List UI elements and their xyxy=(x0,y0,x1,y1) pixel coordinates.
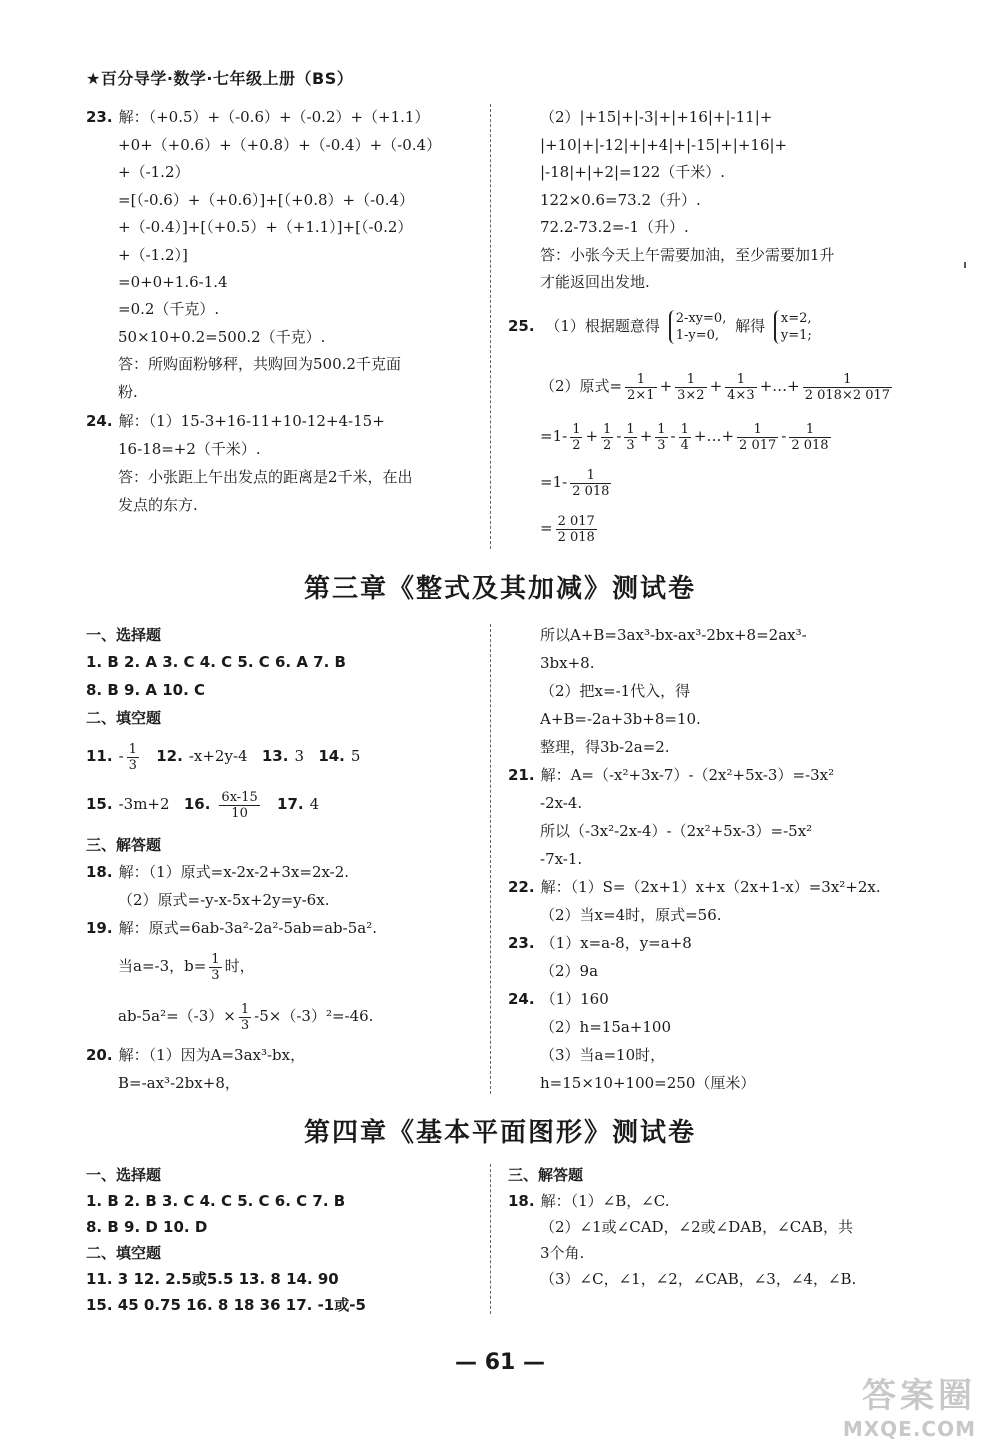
q24-part2-line-4: 122×0.6=73.2（升）. xyxy=(540,191,701,209)
q21-line-3: 所以（-3x²-2x-4）-（2x²+5x-3）=-5x² xyxy=(540,822,813,840)
q25-intro: （1）根据题意得 xyxy=(545,317,660,335)
q12-number: 12. xyxy=(156,747,183,765)
ch4-section-fill: 二、填空题 xyxy=(86,1244,162,1262)
q19-when: 当a=-3，b= xyxy=(118,957,207,975)
ch4-q18-text: 解：（1）∠B，∠C. xyxy=(540,1192,670,1210)
q24b-line-4: h=15×10+100=250（厘米） xyxy=(540,1074,756,1092)
solution-system xyxy=(774,310,812,344)
ch4-section-choice: 一、选择题 xyxy=(86,1166,162,1184)
q23-line-1 xyxy=(86,106,429,128)
q20-cont-4: A+B=-2a+3b+8=10. xyxy=(540,710,701,728)
q19-line-2 xyxy=(118,946,255,986)
q25-line-5 xyxy=(540,508,600,548)
watermark-logo: 答案圈 xyxy=(862,1376,976,1416)
q24-part2-line-7: 才能返回出发地. xyxy=(540,273,650,291)
ch4-q18-line-1 xyxy=(508,1190,670,1212)
q24-part2-line-5: 72.2-73.2=-1（升）. xyxy=(540,218,689,236)
q23b-number: 23. xyxy=(508,934,535,952)
page-header: ★百分导学·数学·七年级上册（BS） xyxy=(86,69,354,88)
q24-number: 24. xyxy=(86,412,113,430)
q23-line-11: 粉. xyxy=(118,383,138,401)
fraction: $\frac{1}{2}$ xyxy=(572,421,581,453)
ch3-section-choice: 一、选择题 xyxy=(86,626,162,644)
ch3-choice-answers-2: 8. B 9. A 10. C xyxy=(86,681,206,699)
q24-part2-line-2: |+10|+|-12|+|+4|+|-15|+|+16|+ xyxy=(540,136,788,154)
ch4-fill-answers-1: 11. 3 12. 2.5或5.5 13. 8 14. 90 xyxy=(86,1270,339,1288)
q24-line-1 xyxy=(86,410,385,432)
q12-answer: -x+2y-4 xyxy=(188,747,248,765)
q19-calc-start: ab-5a²=（-3）× xyxy=(118,1007,236,1025)
margin-mark xyxy=(964,262,966,268)
q19-line-3 xyxy=(118,996,373,1036)
fraction: $\frac{1}{2 018}$ xyxy=(572,467,610,499)
ch3-divider xyxy=(490,624,491,1094)
q24-line-3: 答：小张距上午出发点的距离是2千米，在出 xyxy=(118,468,413,486)
q25-line-2: （2）原式= $\frac{1}{2\times 1}$ + $\frac{1}{3\times 2}$ + $\frac{1}{4\times 3}$ +…+ $\frac{1}{2 018\times 2 017}$ xyxy=(540,371,891,403)
fraction: $\frac{1}{2}$ xyxy=(603,421,612,453)
fraction: $\frac{1}{4\times 3}$ xyxy=(727,371,755,403)
q23b-line-2: （2）9a xyxy=(540,962,599,980)
fraction: $\frac{1}{3}$ xyxy=(657,421,666,453)
q23b-text: （1）x=a-8，y=a+8 xyxy=(540,934,692,952)
page-number: — 61 — xyxy=(455,1350,545,1375)
q20-number: 20. xyxy=(86,1046,113,1064)
q24-part2-line-1: （2）|+15|+|-3|+|+16|+|-11|+ xyxy=(540,108,773,126)
q20-cont-2: 3bx+8. xyxy=(540,654,595,672)
result-final: = xyxy=(540,519,553,537)
ch3-fill-row-2 xyxy=(86,784,319,824)
q11-number: 11. xyxy=(86,747,113,765)
eq-2: 1-y=0, xyxy=(675,328,719,343)
sol-2: y=1; xyxy=(780,328,812,343)
q11-sign: - xyxy=(118,747,124,765)
eq-1: 2-xy=0, xyxy=(675,311,727,326)
q19-line-1 xyxy=(86,917,377,939)
fraction: $\frac{2 017}{2 018}$ xyxy=(557,513,595,545)
q18-line-2: （2）原式=-y-x-5x+2y=y-6x. xyxy=(118,891,330,909)
fraction: $\frac{1}{3\times 2}$ xyxy=(677,371,705,403)
q22-number: 22. xyxy=(508,878,535,896)
q18-text: 解：（1）原式=x-2x-2+3x=2x-2. xyxy=(118,863,350,881)
fraction: $\frac{1}{3}$ xyxy=(211,951,220,983)
q17-answer: 4 xyxy=(309,795,320,813)
q22-line-2: （2）当x=4时，原式=56. xyxy=(540,906,722,924)
solve-label: 解得 xyxy=(735,317,766,335)
q24-part2-line-3: |-18|+|+2|=122（千米）. xyxy=(540,163,726,181)
q21-line-2: -2x-4. xyxy=(540,794,583,812)
q24b-line-3: （3）当a=10时， xyxy=(540,1046,666,1064)
q23-line-6: +（-1.2）] xyxy=(118,246,188,264)
top-divider xyxy=(490,104,491,549)
chapter-3-title: 第三章《整式及其加减》测试卷 xyxy=(303,574,696,604)
fraction: $\frac{1}{2 018}$ xyxy=(791,421,829,453)
q24-line-4: 发点的东方. xyxy=(118,496,198,514)
ch4-fill-answers-2: 15. 45 0.75 16. 8 18 36 17. -1或-5 xyxy=(86,1296,366,1314)
fraction: $\frac{1}{2 018\times 2 017}$ xyxy=(804,371,891,403)
result-step: =1- xyxy=(540,473,568,491)
q20-cont-3: （2）把x=-1代入，得 xyxy=(540,682,691,700)
q24b-line-1 xyxy=(508,988,609,1010)
q25-number: 25. xyxy=(508,317,535,335)
q24b-number: 24. xyxy=(508,990,535,1008)
q21-line-1 xyxy=(508,764,834,786)
part2-label: （2）原式= xyxy=(540,377,623,395)
q24-part2-line-6: 答：小张今天上午需要加油，至少需要加1升 xyxy=(540,246,835,264)
q20-text: 解：（1）因为A=3ax³-bx， xyxy=(118,1046,306,1064)
q14-answer: 5 xyxy=(350,747,361,765)
ch3-fill-row-1 xyxy=(86,736,360,776)
q24-text: 解：（1）15-3+16-11+10-12+4-15+ xyxy=(118,412,385,430)
ellipsis: +…+ xyxy=(693,427,735,445)
ch4-q18-line-3: 3个角. xyxy=(540,1244,585,1262)
q23-line-3: +（-1.2） xyxy=(118,163,190,181)
q18-number: 18. xyxy=(86,863,113,881)
q23b-line-1 xyxy=(508,932,692,954)
q21-line-4: -7x-1. xyxy=(540,850,583,868)
fraction: $\frac{1}{4}$ xyxy=(680,421,689,453)
q24b-text: （1）160 xyxy=(540,990,609,1008)
equation-system xyxy=(669,310,727,344)
ch3-choice-answers-1: 1. B 2. A 3. C 4. C 5. C 6. A 7. B xyxy=(86,653,346,671)
q22-line-1 xyxy=(508,876,881,898)
q23-line-4: =[（-0.6）+（+0.6）]+[（+0.8）+（-0.4） xyxy=(118,191,415,209)
q25-line-4 xyxy=(540,462,614,502)
q22-text: 解：（1）S=（2x+1）x+x（2x+1-x）=3x²+2x. xyxy=(540,878,881,896)
q23-line-10: 答：所购面粉够秤，共购回为500.2千克面 xyxy=(118,355,401,373)
q20-cont-1: 所以A+B=3ax³-bx-ax³-2bx+8=2ax³- xyxy=(540,626,807,644)
ch4-section-solve: 三、解答题 xyxy=(508,1166,584,1184)
ch4-divider xyxy=(490,1164,491,1314)
q20-line-2: B=-ax³-2bx+8， xyxy=(118,1074,240,1092)
ch3-section-solve: 三、解答题 xyxy=(86,836,162,854)
q23-text: 解：（+0.5）+（-0.6）+（-0.2）+（+1.1） xyxy=(118,108,430,126)
chapter-4-title: 第四章《基本平面图形》测试卷 xyxy=(303,1118,696,1148)
q16-number: 16. xyxy=(183,795,211,813)
fraction: $\frac{1}{2 017}$ xyxy=(739,421,777,453)
q18-line-1 xyxy=(86,861,349,883)
q20-cont-5: 整理，得3b-2a=2. xyxy=(540,738,670,756)
q24-line-2: 16-18=+2（千米）. xyxy=(118,440,261,458)
q23-line-9: 50×10+0.2=500.2（千克）. xyxy=(118,328,326,346)
q23-line-2: +0+（+0.6）+（+0.8）+（-0.4）+（-0.4） xyxy=(118,136,442,154)
q20-line-1 xyxy=(86,1044,305,1066)
q19-when-end: 时， xyxy=(224,957,255,975)
q19-calc-end: -5×（-3）²=-46. xyxy=(254,1007,374,1025)
fraction: $\frac{1}{3}$ xyxy=(240,1001,250,1033)
ch4-q18-line-2: （2）∠1或∠CAD，∠2或∠DAB，∠CAB，共 xyxy=(540,1218,854,1236)
q13-number: 13. xyxy=(261,747,289,765)
q14-number: 14. xyxy=(318,747,345,765)
expansion-start: =1- xyxy=(540,427,568,445)
watermark xyxy=(843,1368,976,1441)
q17-number: 17. xyxy=(277,795,304,813)
q13-answer: 3 xyxy=(294,747,304,765)
q23-number: 23. xyxy=(86,108,113,126)
ch4-q18-line-4: （3）∠C，∠1，∠2，∠CAB，∠3，∠4，∠B. xyxy=(540,1270,857,1288)
q19-number: 19. xyxy=(86,919,113,937)
ch3-section-fill: 二、填空题 xyxy=(86,709,162,727)
q21-text: 解：A=（-x²+3x-7）-（2x²+5x-3）=-3x² xyxy=(540,766,835,784)
ch4-choice-answers-1: 1. B 2. B 3. C 4. C 5. C 6. C 7. B xyxy=(86,1192,346,1210)
q23-line-5: +（-0.4）]+[（+0.5）+（+1.1）]+[（-0.2） xyxy=(118,218,413,236)
q19-text: 解：原式=6ab-3a²-2a²-5ab=ab-5a². xyxy=(118,919,377,937)
q24b-line-2: （2）h=15a+100 xyxy=(540,1018,672,1036)
q21-number: 21. xyxy=(508,766,535,784)
sol-1: x=2, xyxy=(780,311,812,326)
fraction: $\frac{1}{3}$ xyxy=(128,741,137,773)
q25-line-1 xyxy=(508,306,816,346)
fraction: $\frac{6x-15}{10}$ xyxy=(221,789,258,821)
ch4-q18-number: 18. xyxy=(508,1192,535,1210)
ellipsis: +…+ xyxy=(759,377,800,395)
fraction: $\frac{1}{2\times 1}$ xyxy=(627,371,655,403)
watermark-url: MXQE.COM xyxy=(842,1417,976,1441)
q25-line-3: =1- $\frac{1}{2}$ + $\frac{1}{2}$ - $\frac{1}{3}$ + $\frac{1}{3}$ - $\frac{1}{4}$ +…+ $\frac{1}{2 017}$ - $\frac{1}{2 018}$ xyxy=(540,421,829,453)
q23-line-8: =0.2（千克）. xyxy=(118,300,220,318)
q15-answer: -3m+2 xyxy=(118,795,170,813)
q23-line-7: =0+0+1.6-1.4 xyxy=(118,273,228,291)
q15-number: 15. xyxy=(86,795,113,813)
ch4-choice-answers-2: 8. B 9. D 10. D xyxy=(86,1218,208,1236)
fraction: $\frac{1}{3}$ xyxy=(626,421,635,453)
